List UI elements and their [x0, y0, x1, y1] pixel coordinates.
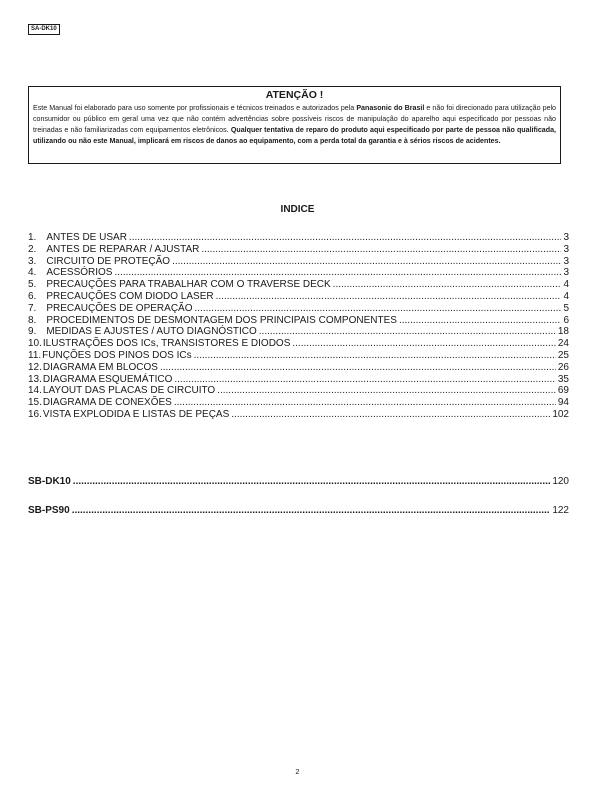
toc-label: DIAGRAMA EM BLOCOS — [42, 361, 158, 373]
toc-label: MEDIDAS E AJUSTES / AUTO DIAGNÓSTICO — [46, 326, 257, 338]
toc-label: LAYOUT DAS PLACAS DE CIRCUITO — [42, 385, 216, 397]
toc-num: 16. — [28, 408, 42, 420]
toc-num: 13. — [28, 373, 42, 385]
toc-page: 5 — [563, 302, 569, 314]
toc-item-11[interactable] — [28, 350, 569, 362]
toc-extra-sb-dk10[interactable] — [28, 476, 569, 488]
toc-item-6[interactable] — [28, 291, 569, 303]
toc-page: 120 — [552, 476, 569, 487]
toc-page: 24 — [557, 338, 569, 350]
toc-item-3[interactable] — [28, 256, 569, 268]
toc-leader — [172, 256, 561, 268]
toc-label: CIRCUITO DE PROTEÇÃO — [46, 255, 171, 267]
toc-num: 14. — [28, 385, 42, 397]
toc-item-4[interactable] — [28, 267, 569, 279]
toc-extra-sb-ps90[interactable] — [28, 505, 569, 517]
toc-label: DIAGRAMA ESQUEMÁTICO — [42, 373, 173, 385]
toc-label: VISTA EXPLODIDA E LISTAS DE PEÇAS — [42, 408, 230, 420]
warning-text — [33, 103, 556, 147]
toc-label: PRECAUÇÕES COM DIODO LASER — [46, 290, 214, 302]
toc-leader — [201, 244, 561, 256]
toc-page: 35 — [557, 373, 569, 385]
toc-label: PROCEDIMENTOS DE DESMONTAGEM DOS PRINCIPAIS COMPONENTES — [46, 314, 397, 326]
toc-item-12[interactable] — [28, 362, 569, 374]
toc-label: SB-DK10 — [28, 476, 71, 487]
toc-page: 18 — [557, 326, 569, 338]
toc-page: 3 — [563, 243, 569, 255]
toc-page: 4 — [563, 279, 569, 291]
toc-leader — [216, 291, 562, 303]
toc-page: 69 — [557, 385, 569, 397]
toc-num: 11. — [28, 349, 42, 361]
toc-num: 10. — [28, 338, 42, 350]
toc-num: 4. — [28, 267, 37, 279]
toc-label: DIAGRAMA DE CONEXÕES — [42, 397, 172, 409]
toc-item-2[interactable] — [28, 244, 569, 256]
toc-leader — [195, 303, 562, 315]
toc-leader — [399, 315, 561, 327]
warning-bold-text: Qualquer tentativa de reparo do produto aqui especificado por parte de pessoa não qualificada, utilizando ou não este Manual, implicará em riscos de danos ao equipamento, com a perda total da garantia e à sérios riscos de acidentes. — [33, 126, 556, 145]
toc-label: PRECAUÇÕES DE OPERAÇÃO — [46, 302, 193, 314]
toc-leader — [174, 397, 556, 409]
toc-item-13[interactable] — [28, 374, 569, 386]
toc-item-5[interactable] — [28, 279, 569, 291]
toc-item-8[interactable] — [28, 315, 569, 327]
toc-page: 3 — [563, 255, 569, 267]
toc-num: 7. — [28, 302, 37, 314]
toc-leader — [72, 505, 551, 517]
toc-num: 9. — [28, 326, 37, 338]
toc-item-1[interactable] — [28, 232, 569, 244]
toc-page: 26 — [557, 361, 569, 373]
table-of-contents — [28, 232, 569, 421]
toc-label: ANTES DE REPARAR / AJUSTAR — [46, 243, 200, 255]
toc-label: FUNÇÕES DOS PINOS DOS ICs — [42, 349, 192, 361]
toc-leader — [174, 374, 556, 386]
toc-leader — [194, 350, 556, 362]
toc-item-16[interactable] — [28, 409, 569, 421]
toc-item-9[interactable] — [28, 326, 569, 338]
toc-page: 3 — [563, 232, 569, 243]
index-title: INDICE — [280, 204, 315, 215]
toc-num: 5. — [28, 279, 37, 291]
toc-item-15[interactable] — [28, 397, 569, 409]
toc-page: 3 — [563, 267, 569, 279]
toc-label: ACESSÓRIOS — [46, 267, 113, 279]
toc-page: 122 — [552, 505, 569, 516]
toc-num: 15. — [28, 397, 42, 409]
toc-num: 12. — [28, 361, 42, 373]
toc-leader — [231, 409, 550, 421]
toc-page: 25 — [557, 349, 569, 361]
warning-line1-suffix: e não foi direcionado para utilização pelo consumidor ou público em geral uma vez que não contém advertências sobre possíveis riscos de manipulação do aparelho aqui especificado por pessoas não treinadas e não familiarizadas com equipamentos eletrônicos. — [33, 104, 556, 134]
toc-item-10[interactable] — [28, 338, 569, 350]
toc-num: 8. — [28, 314, 37, 326]
toc-leader — [217, 385, 556, 397]
toc-leader — [160, 362, 556, 374]
warning-title: ATENÇÃO ! — [265, 89, 324, 101]
toc-page: 102 — [552, 408, 569, 420]
toc-num: 3. — [28, 255, 37, 267]
warning-brand: Panasonic do Brasil — [356, 104, 425, 112]
toc-page: 4 — [563, 290, 569, 302]
toc-item-14[interactable] — [28, 385, 569, 397]
toc-label: ANTES DE USAR — [46, 232, 127, 243]
toc-leader — [259, 326, 556, 338]
model-tag: SA-DK10 — [28, 24, 60, 35]
warning-box — [28, 86, 561, 164]
toc-num: 2. — [28, 243, 37, 255]
toc-label: ILUSTRAÇÕES DOS ICs, TRANSISTORES E DIODOS — [42, 338, 291, 350]
toc-num: 1. — [28, 232, 37, 243]
page-number: 2 — [295, 767, 300, 776]
toc-page: 94 — [557, 397, 569, 409]
toc-num: 6. — [28, 290, 37, 302]
toc-label: PRECAUÇÕES PARA TRABALHAR COM O TRAVERSE DECK — [46, 279, 331, 291]
toc-leader — [129, 232, 562, 244]
toc-leader — [73, 476, 551, 488]
toc-label: SB-PS90 — [28, 505, 70, 516]
toc-page: 6 — [563, 314, 569, 326]
warning-line1-prefix: Este Manual foi elaborado para uso somente por profissionais e técnicos treinados e autorizados pela — [33, 104, 357, 112]
toc-leader — [333, 279, 562, 291]
toc-leader — [292, 338, 556, 350]
toc-item-7[interactable] — [28, 303, 569, 315]
toc-leader — [114, 267, 561, 279]
